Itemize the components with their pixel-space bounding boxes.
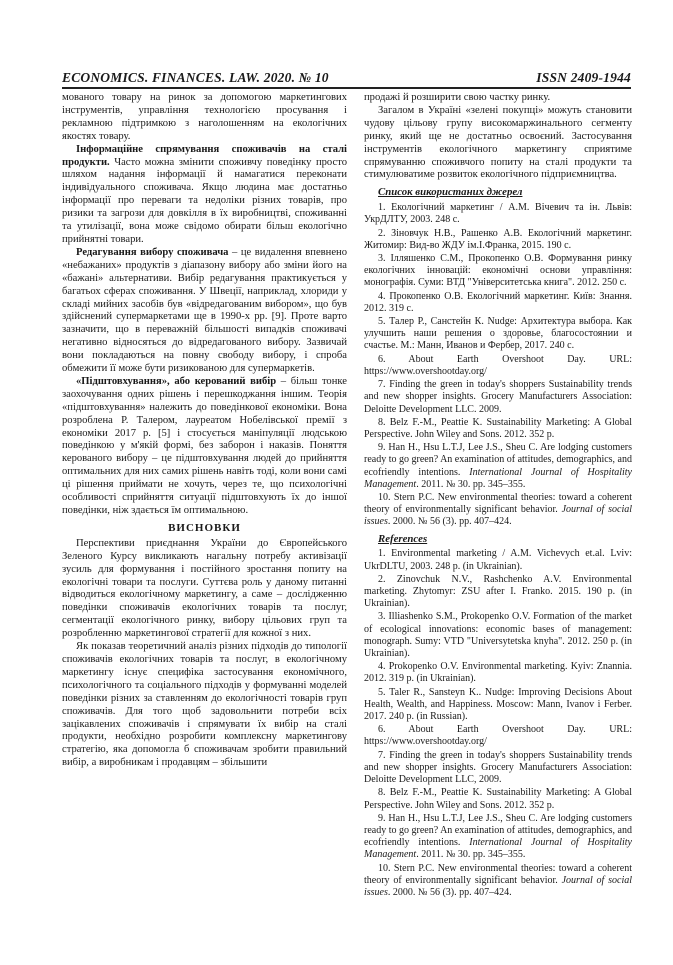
paragraph: Перспективи приєднання України до Європейського Зеленого Курсу викликають нагальну потребу активізації зусиль для формування і постійного зростання попиту на екологічні товари та послуги. Суттєва роль у даному питанні відводиться екологічному маркетингу, а саме – дослідженню поведінки споживачів екологічних товарів та послуг, сегментації екологічного ринку, вибору цільових груп та розробленню маркетингової стратегії для кожної з них. [62, 537, 347, 640]
reference-item: 2. Zinovchuk N.V., Rashchenko A.V. Environmental marketing. Zhytomyr: ZSU after I. Franko. 2015. 190 p. (in Ukrainian). [364, 573, 632, 610]
reference-journal: Journal of social issues [364, 874, 632, 898]
paragraph-lead: «Підштовхування», або керований вибір [76, 375, 277, 387]
source-text: 9. Han H., Hsu L.T.J, Lee J.S., Sheu C. Are lodging customers ready to go green? An examination of attitudes, demographics, and ecofriendly intentions. [364, 442, 632, 478]
paragraph: мованого товару на ринок за допомогою маркетингових інструментів, управління технологією просування і рекламною підтримкою з наголошенням на екологічних якостях товару. [62, 92, 347, 142]
section-heading-conclusions: ВИСНОВКИ [168, 521, 241, 534]
reference-journal: International Journal of Hospitality Management [364, 837, 632, 861]
reference-item: 3. Illiashenko S.M., Prokopenko O.V. Formation of the market of ecological innovations: economic bases of management: monograph. Sumy: VTD "Universytetska knyha". 2012. 250 p. (in Ukrainian). [364, 611, 632, 660]
source-item: 7. Finding the green in today's shoppers Sustainability trends and new shopper insights. Grocery Manufacturers Association: Deloitte Development LLC. 2009. [364, 379, 632, 415]
reference-text: 10. Stern P.C. New environmental theories: toward a coherent theory of environmentally significant behavior. [364, 862, 632, 886]
reference-text: 9. Han H., Hsu L.T.J, Lee J.S., Sheu C. Are lodging customers ready to go green? An examination of attitudes, demographics, and ecofriendly intentions. [364, 812, 632, 849]
source-item: 8. Belz F.-M., Peattie K. Sustainability Marketing: A Global Perspective. John Wiley and Sons. 2012. 352 p. [364, 416, 632, 440]
source-journal: Journal of social issues [364, 504, 632, 528]
reference-item [364, 863, 632, 900]
source-tail: . 2011. № 30. pp. 345–355. [416, 478, 526, 490]
source-tail: . 2000. № 56 (3). pp. 407–424. [387, 516, 512, 528]
issn-number: ISSN 2409-1944 [536, 70, 631, 85]
reference-tail: . 2011. № 30. pp. 345–355. [416, 849, 526, 861]
source-item [364, 442, 632, 491]
sources-heading: Список використаних джерел [378, 186, 523, 199]
paragraph: Як показав теоретичний аналіз різних підходів до типології споживачів екологічних товарів та послуг, в екологічному маркетингу існує специфіка застосування економічного, психологічного та соціального підходів у формуванні моделей поведінки різних за ставленням до екологічності товарів груп споживачів. Для того щоб задовольнити потреби всіх зацікавлених споживачів і спрямувати їх вибір на сталі продукти, необхідно розробити комплексну маркетингову стратегію, яка допомогла б споживачам зробити правильний вибір, а виробникам і продавцям – збільшити [62, 641, 347, 769]
references-list [364, 548, 632, 899]
paragraph [62, 376, 347, 518]
paragraph-text: Часто можна змінити споживчу поведінку просто шляхом надання інформації й намагатися переконати індивідуального споживача. Якщо людина має достатньо інформації про переваги та недоліки різних товарів, про ризики та загрози для довкілля в їх виробництві, споживанні та утилізації, вона може свідомо обирати більш екологічно прийнятні товари. [62, 156, 347, 245]
left-column [62, 92, 347, 770]
source-text: 10. Stern P.C. New environmental theories: toward a coherent theory of environmentally significant behavior. [364, 491, 632, 516]
reference-item: 8. Belz F.-M., Peattie K. Sustainability Marketing: A Global Perspective. John Wiley and Sons. 2012. 352 p. [364, 787, 632, 811]
source-journal: International Journal of Hospitality Management [364, 466, 632, 490]
reference-item: 4. Prokopenko O.V. Environmental marketing. Kyiv: Znannia. 2012. 319 p. (in Ukrainian). [364, 661, 632, 685]
running-header [62, 66, 631, 86]
source-item: 5. Талер Р., Санстейн К. Nudge: Архитектура выбора. Как улучшить наши решения о здоровье, благосостоянии и счастье. М.: Манн, Иванов и Фербер, 2017. 240 с. [364, 316, 632, 352]
paragraph-lead: Редагування вибору споживача [76, 246, 229, 258]
header-rule [62, 87, 631, 89]
reference-item: 6. About Earth Overshoot Day. URL: https://www.overshootday.org/ [364, 724, 632, 748]
paragraph-text: – більш тонке заохочування одних рішень і перешкоджання іншим. Теорія «підштовхування» належить до поведінкової економіки. Вона розроблена Р. Талером, лауреатом Нобелівської премії з економіки 2017 р. [5] і стосується маніпуляції людською поведінкою у м'якій формі, без заборон і наказів. Поняття керованого вибору – це підштовхування людей до прийняття оптимальних для них самих рішень навіть тоді, коли вони самі ці рішення приймати не хочуть, через те, що психологічні особливості сприйняття ситуації підштовхують їх до іншої поведінки, ніж здається їм оптимальною. [62, 375, 347, 516]
paragraph [62, 247, 347, 376]
source-item: 3. Ілляшенко С.М., Прокопенко О.В. Формування ринку екологічних інновацій: економічні основи управління: монографія. Суми: ВТД "Університетська книга". 2012. 250 с. [364, 253, 632, 289]
reference-item: 5. Taler R., Sansteyn K.. Nudge: Improving Decisions About Health, Wealth, and Happiness. Moscow: Mann, Ivanov i Ferber. 2017. 240 p. (in Russian). [364, 686, 632, 723]
source-item: 2. Зіновчук Н.В., Рашенко А.В. Екологічний маркетинг. Житомир: Вид-во ЖДУ ім.І.Франка, 2015. 190 с. [364, 227, 632, 251]
right-column [364, 92, 632, 900]
references-heading: References [378, 532, 428, 545]
journal-title: ECONOMICS. FINANCES. LAW. 2020. № 10 [62, 70, 329, 85]
reference-tail: . 2000. № 56 (3). pp. 407–424. [387, 886, 512, 898]
paragraph-text: – це видалення впевнено «небажаних» продуктів з діапазону вибору або зміни його на «бажані» альтернативи. Вибір редагування практикується у багатьох сферах споживання. У Швеції, наприклад, хлориди у складі мийних засобів був «відредагованим вибором», що був здійснений супермаркетами ще в 1990-х рр. [9]. Проте варто зазначити, що в переважній більшості випадків споживачі негативно відносяться до відредагованого вибору. Зазвичай вони покладаються на повну свободу вибору, і спроба обмежити її може бути ризикованою для супермаркетів. [62, 246, 348, 375]
reference-item: 1. Environmental marketing / A.M. Vichevych et.al. Lviv: UkrDLTU, 2003. 248 p. (in Ukrainian). [364, 548, 632, 572]
source-item: 6. About Earth Overshoot Day. URL: https://www.overshootday.org/ [364, 353, 632, 377]
paragraph [62, 144, 347, 247]
reference-item: 7. Finding the green in today's shoppers Sustainability trends and new shopper insights. Grocery Manufacturers Association: Deloitte Development LLC, 2009. [364, 749, 632, 786]
reference-item [364, 813, 632, 862]
paragraph: Загалом в Україні «зелені покупці» можуть становити чудову цільову групу високомаржинального сегменту ринку, який ще не достатньо освоєний. Застосування інструментів екологічного маркетингу сприятиме спрямуванню споживчого попиту на сталі продукти та стимулюватиме розвиток екологічного підприємництва. [364, 104, 632, 181]
sources-list [364, 202, 632, 528]
source-item [364, 492, 632, 529]
paragraph: продажі й розширити свою частку ринку. [364, 92, 551, 103]
source-item: 1. Екологічний маркетинг / А.М. Вічевич та ін. Львів: УкрДЛТУ, 2003. 248 с. [364, 202, 632, 226]
paragraph-lead: Інформаційне спрямування споживачів на сталі продукти. [62, 143, 347, 168]
source-item: 4. Прокопенко О.В. Екологічний маркетинг. Київ: Знання. 2012. 319 с. [364, 290, 632, 314]
